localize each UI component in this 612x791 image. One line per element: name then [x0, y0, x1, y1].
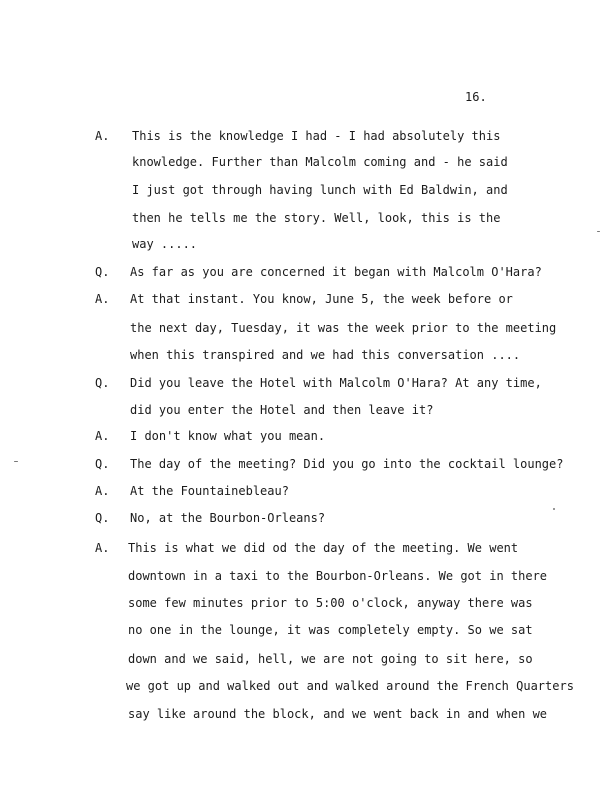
speaker-label: Q.: [95, 265, 110, 279]
transcript-line: [0, 152, 612, 172]
speaker-label: Q.: [95, 511, 110, 525]
transcript-line: [0, 126, 612, 146]
page-number: 16.: [465, 90, 487, 104]
transcript-line: [0, 426, 612, 446]
transcript-line: [0, 508, 612, 528]
transcript-text: At the Fountainebleau?: [130, 484, 289, 498]
transcript-line: [0, 649, 612, 669]
transcript-text: No, at the Bourbon-Orleans?: [130, 511, 326, 525]
transcript-text: the next day, Tuesday, it was the week prior to the meeting: [130, 321, 557, 335]
transcript-text: I just got through having lunch with Ed Baldwin, and: [132, 183, 508, 197]
scan-speck: [597, 231, 600, 232]
transcript-text: The day of the meeting? Did you go into the cocktail lounge?: [130, 457, 564, 471]
transcript-line: [0, 289, 612, 309]
transcript-text: we got up and walked out and walked around the French Quarters: [126, 679, 574, 693]
transcript-text: knowledge. Further than Malcolm coming and - he said: [132, 155, 508, 169]
transcript-text: This is the knowledge I had - I had absolutely this: [132, 129, 501, 143]
transcript-line: [0, 481, 612, 501]
transcript-text: As far as you are concerned it began with Malcolm O'Hara?: [130, 265, 542, 279]
transcript-line: [0, 566, 612, 586]
transcript-text: say like around the block, and we went back in and when we: [128, 707, 548, 721]
transcript-text: way .....: [132, 237, 198, 251]
speaker-label: A.: [95, 429, 110, 443]
transcript-line: [0, 620, 612, 640]
speaker-label: A.: [95, 129, 110, 143]
transcript-line: [0, 345, 612, 365]
transcript-line: [0, 676, 612, 696]
transcript-line: [0, 593, 612, 613]
speaker-label: Q.: [95, 376, 110, 390]
transcript-text: down and we said, hell, we are not going to sit here, so: [128, 652, 533, 666]
transcript-text: when this transpired and we had this conversation ....: [130, 348, 521, 362]
transcript-line: [0, 704, 612, 724]
transcript-line: [0, 318, 612, 338]
transcript-text: then he tells me the story. Well, look, this is the: [132, 211, 501, 225]
scan-speck: [553, 508, 555, 510]
transcript-text: did you enter the Hotel and then leave it?: [130, 403, 434, 417]
transcript-line: [0, 454, 612, 474]
speaker-label: Q.: [95, 457, 110, 471]
transcript-text: no one in the lounge, it was completely empty. So we sat: [128, 623, 533, 637]
transcript-text: downtown in a taxi to the Bourbon-Orleans. We got in there: [128, 569, 548, 583]
transcript-text: This is what we did od the day of the meeting. We went: [128, 541, 519, 555]
transcript-line: [0, 234, 612, 254]
transcript-text: Did you leave the Hotel with Malcolm O'Hara? At any time,: [130, 376, 542, 390]
scan-speck: [14, 461, 18, 462]
transcript-line: [0, 262, 612, 282]
speaker-label: A.: [95, 484, 110, 498]
speaker-label: A.: [95, 541, 110, 555]
transcript-line: [0, 180, 612, 200]
speaker-label: A.: [95, 292, 110, 306]
transcript-line: [0, 373, 612, 393]
transcript-line: [0, 400, 612, 420]
transcript-text: At that instant. You know, June 5, the week before or: [130, 292, 513, 306]
transcript-line: [0, 538, 612, 558]
transcript-text: I don't know what you mean.: [130, 429, 326, 443]
transcript-line: [0, 208, 612, 228]
transcript-text: some few minutes prior to 5:00 o'clock, anyway there was: [128, 596, 533, 610]
